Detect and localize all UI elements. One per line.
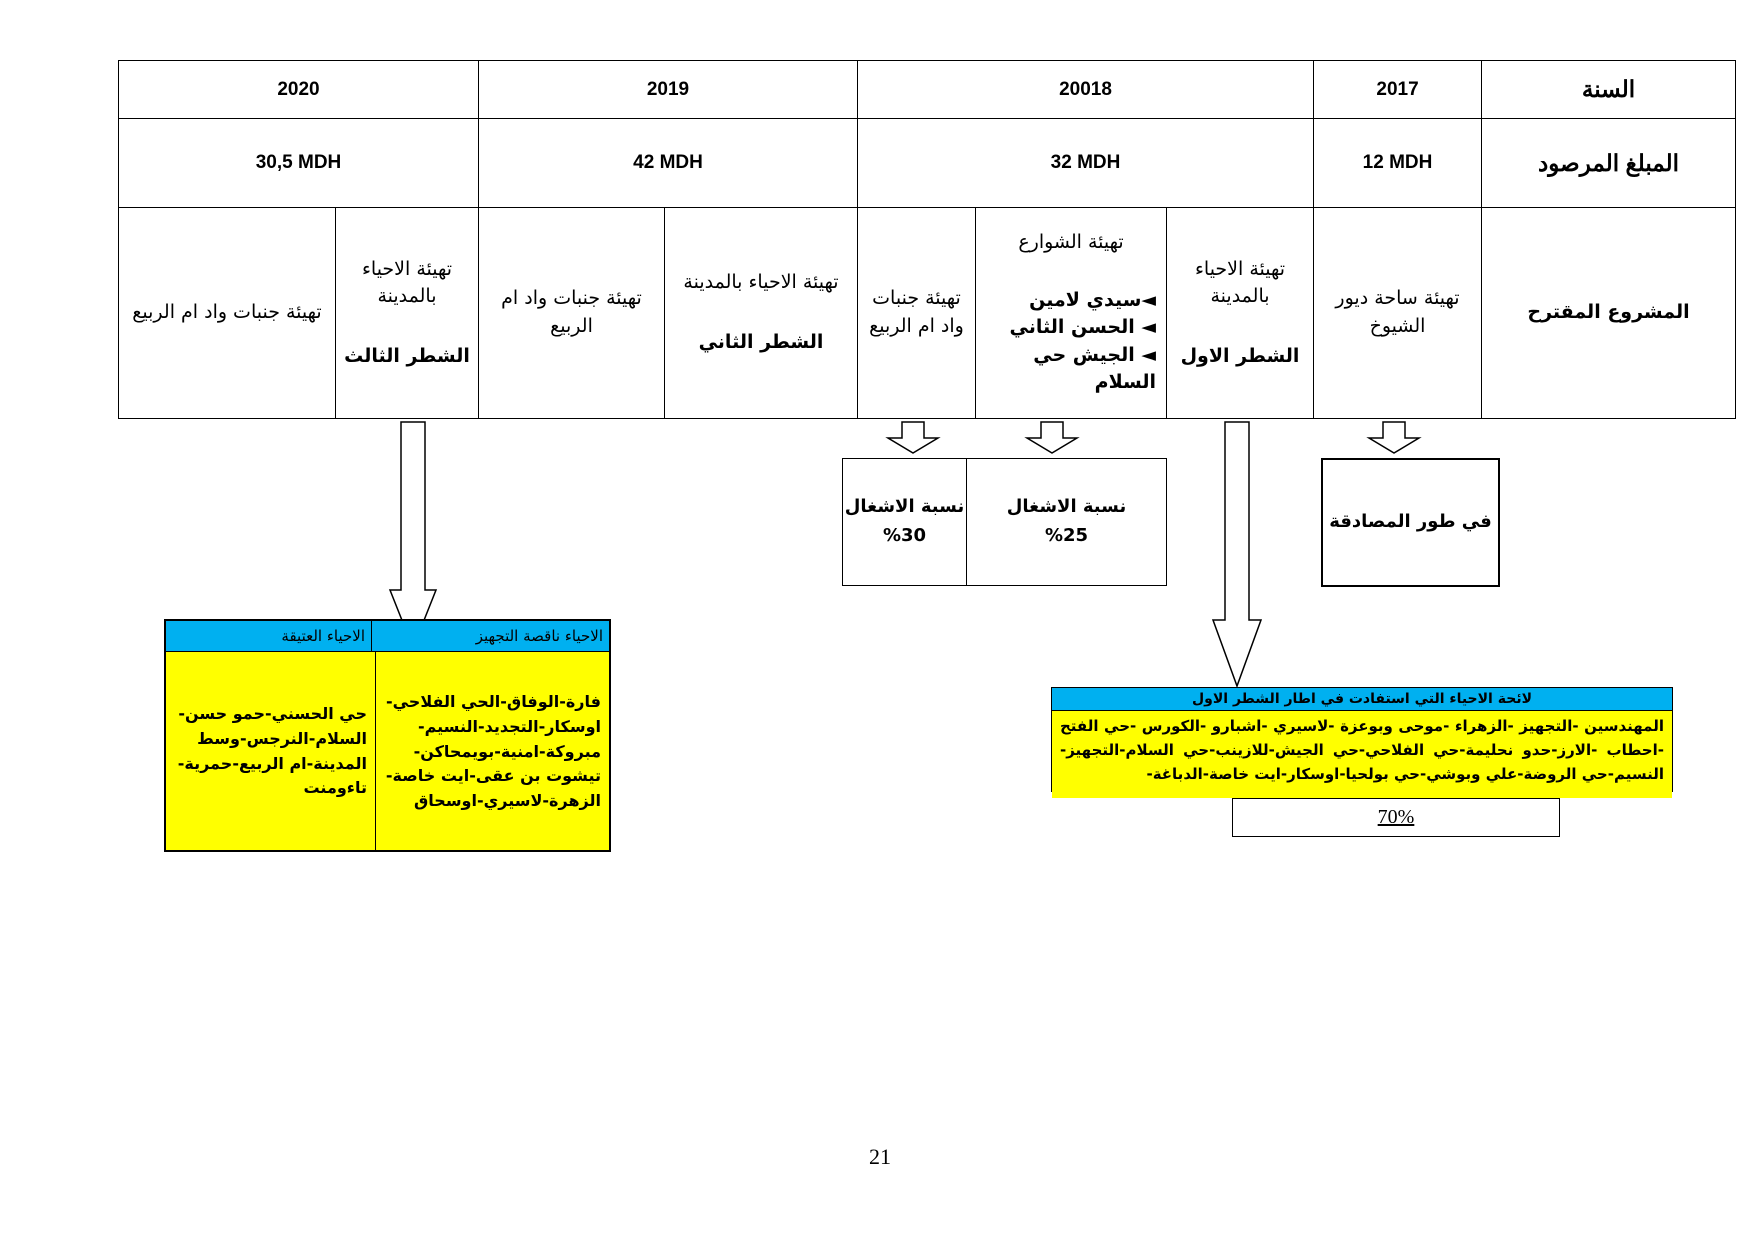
amount-row xyxy=(119,119,1736,208)
year-row xyxy=(119,61,1736,119)
short-arrow-river-icon xyxy=(886,421,940,455)
project-2019-river-banks xyxy=(479,208,665,419)
project-2020-river-banks xyxy=(119,208,336,419)
progress-value: %30 xyxy=(882,525,927,546)
street-item: ◄ الجيش حي السلام xyxy=(1033,343,1156,394)
project-title: تهيئة الشوارع xyxy=(1018,231,1124,254)
header-label: الاحياء ناقصة التجهيز xyxy=(475,627,603,645)
project-row xyxy=(119,208,1736,419)
progress-label: نسبة الاشغال xyxy=(844,496,965,518)
amount-2020: 30,5 MDH xyxy=(119,119,479,208)
project-phase: الشطر الثاني xyxy=(698,331,824,353)
amount-2017: 12 MDH xyxy=(1314,119,1482,208)
project-phase: الشطر الاول xyxy=(1180,344,1300,367)
header-old-neighborhoods xyxy=(166,621,372,652)
panel-header xyxy=(1052,688,1672,711)
under-equipped-list xyxy=(376,652,609,850)
panel-body xyxy=(1052,711,1672,798)
approval-status-text: في طور المصادقة xyxy=(1329,511,1492,533)
budget-plan-table xyxy=(118,60,1736,419)
progress-value: 70% xyxy=(1377,806,1415,828)
short-arrow-square-icon xyxy=(1367,421,1421,455)
year-2018: 20018 xyxy=(858,61,1314,119)
list-text: فارة-الوفاق-الحي الفلاحي-اوسكار-التجديد-النسيم-مبروكة-امنية-بويمحاكن-تيشوت بن عقى-ايت خاصة-الزهرة-لاسيري-اوسحاق xyxy=(385,692,601,811)
project-2018-neighborhoods xyxy=(1167,208,1314,419)
long-arrow-left-icon xyxy=(388,420,438,650)
neighborhood-types-panel xyxy=(164,619,611,852)
project-title: تهيئة جنبات واد ام الربيع xyxy=(132,301,322,324)
project-title: تهيئة جنبات واد ام الربيع xyxy=(869,287,964,337)
neighborhood-list: المهندسين -التجهيز -الزهراء -موحى وبوعزة -لاسيري -اشبارو -الكورس -حي الفتح -احطاب -الارز-حدو نحليمة-حي الفلاحي-حي الجيش-للازينب-حي السلام-التجهيز-النسيم-حي الروضة-علي وبوشي-حي بولحيا-اوسكار-ايت خاصة-الدباغة- xyxy=(1060,717,1664,783)
project-title: تهيئة جنبات واد ام الربيع xyxy=(501,287,642,337)
phase-one-neighborhoods-panel xyxy=(1051,687,1673,792)
street-item: ◄ الحسن الثاني xyxy=(1009,316,1156,339)
long-arrow-right-icon xyxy=(1211,420,1263,690)
year-row-header: السنة xyxy=(1482,61,1736,119)
project-phase: الشطر الثالث xyxy=(344,344,470,367)
old-neighborhoods-list xyxy=(166,652,376,850)
project-title: تهيئة الاحياء بالمدينة xyxy=(683,271,839,294)
year-2017: 2017 xyxy=(1314,61,1482,119)
project-2017-square xyxy=(1314,208,1482,419)
header-under-equipped xyxy=(372,621,609,652)
panel-title: لائحة الاحياء التي استفادت في اطار الشطر الاول xyxy=(1192,691,1532,707)
short-arrow-streets-icon xyxy=(1025,421,1079,455)
project-2018-river-banks xyxy=(858,208,976,419)
list-text: حي الحسني-حمو حسن-السلام-النرجس-وسط المدينة-ام الربيع-حمرية-تاءومنت xyxy=(177,704,367,798)
progress-box-streets xyxy=(966,458,1167,586)
project-2020-neighborhoods xyxy=(336,208,479,419)
year-2019: 2019 xyxy=(479,61,858,119)
project-row-header: المشروع المقترح xyxy=(1482,208,1736,419)
progress-value: %25 xyxy=(1044,525,1089,546)
amount-2019: 42 MDH xyxy=(479,119,858,208)
amount-2018: 32 MDH xyxy=(858,119,1314,208)
header-label: الاحياء العتيقة xyxy=(281,627,365,645)
approval-status-box xyxy=(1321,458,1500,587)
progress-box-river xyxy=(842,458,967,586)
street-item: ◄سيدي لامين xyxy=(1029,288,1156,311)
year-2020: 2020 xyxy=(119,61,479,119)
phase-one-progress-box xyxy=(1232,798,1560,837)
panel-body-row xyxy=(166,652,609,850)
progress-label: نسبة الاشغال xyxy=(1006,496,1127,518)
project-title: تهيئة الاحياء بالمدينة xyxy=(1194,257,1286,308)
page-number: 21 xyxy=(869,1144,891,1169)
project-title: تهيئة الاحياء بالمدينة xyxy=(361,257,453,308)
project-2018-streets xyxy=(976,208,1167,419)
panel-header-row xyxy=(166,621,609,652)
project-2019-neighborhoods xyxy=(665,208,858,419)
amount-row-header: المبلغ المرصود xyxy=(1482,119,1736,208)
project-title: تهيئة ساحة ديور الشيوخ xyxy=(1335,287,1460,337)
